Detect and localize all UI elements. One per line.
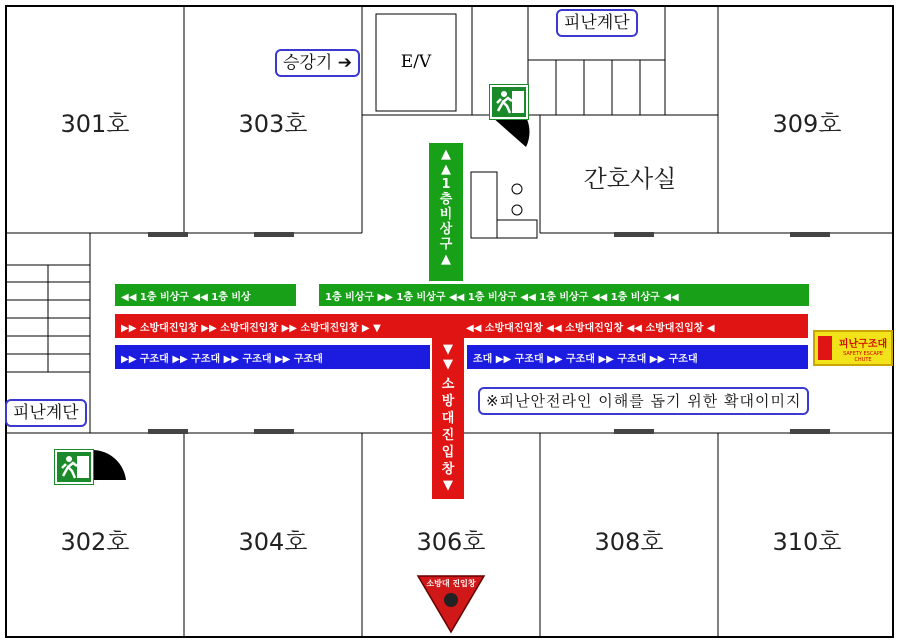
red-band-left: ▶▶ 소방대진입창 ▶▶ 소방대진입창 ▶▶ 소방대진입창 ▶ ▼ <box>115 314 460 338</box>
exit-sign-icon <box>490 85 528 119</box>
green-vertical-band <box>429 143 463 281</box>
red-band-right: ◀◀ 소방대진입창 ◀◀ 소방대진입창 ◀◀ 소방대진입창 ◀ <box>460 314 808 338</box>
running-man-icon <box>492 87 526 117</box>
room-301: 301호 <box>60 110 130 138</box>
room-306: 306호 <box>416 528 486 556</box>
chute-icon <box>818 336 832 360</box>
exit-sign-icon <box>55 450 93 484</box>
blue-band-left: ▶▶ 구조대 ▶▶ 구조대 ▶▶ 구조대 ▶▶ 구조대 <box>115 345 430 369</box>
green-band-left: ◀◀ 1층 비상구 ◀◀ 1층 비상 <box>115 284 296 306</box>
red-vertical-band <box>432 338 464 499</box>
up-arrow-icon: ▲ <box>441 252 451 267</box>
door-310 <box>790 429 830 434</box>
rescue-chute-sign <box>813 330 893 366</box>
door-301 <box>148 232 188 237</box>
descender-label: 승강기 <box>283 53 333 73</box>
rescue-chute-sublabel: SAFETY ESCAPE CHUTE <box>843 351 883 363</box>
door-308 <box>614 429 654 434</box>
arrow-right-icon: ➔ <box>337 53 352 73</box>
up-arrow-icon: ▲ <box>441 162 451 177</box>
room-310: 310호 <box>772 528 842 556</box>
fire-entry-label: 소방대 진입창 <box>426 579 476 588</box>
evac-stairs-top-tag: 피난계단 <box>556 9 638 37</box>
door-nurse <box>614 232 654 237</box>
room-304: 304호 <box>238 528 308 556</box>
blue-band-right: 조대 ▶▶ 구조대 ▶▶ 구조대 ▶▶ 구조대 ▶▶ 구조대 <box>467 345 808 369</box>
evac-stairs-left-tag: 피난계단 <box>5 399 87 427</box>
door-309 <box>790 232 830 237</box>
note-tag: ※피난안전라인 이해를 돕기 위한 확대이미지 <box>478 387 809 415</box>
down-arrow-icon: ▼ <box>443 357 453 372</box>
down-arrow-icon: ▼ <box>443 342 453 357</box>
room-302: 302호 <box>60 528 130 556</box>
door-302 <box>148 429 188 434</box>
running-man-icon <box>57 452 91 482</box>
fire-entry-sign <box>416 574 486 634</box>
red-vertical-label: 소방대진입창 <box>441 377 455 477</box>
door-303 <box>254 232 294 237</box>
nurse-station: 간호사실 <box>583 165 677 193</box>
door-304 <box>254 429 294 434</box>
down-arrow-icon: ▼ <box>443 478 453 493</box>
elevator-label: E/V <box>400 52 432 72</box>
room-303: 303호 <box>238 110 308 138</box>
up-arrow-icon: ▲ <box>441 147 451 162</box>
green-vertical-label: 1층비상구 <box>439 177 453 252</box>
room-309: 309호 <box>772 110 842 138</box>
room-308: 308호 <box>594 528 664 556</box>
descender-tag <box>275 49 360 77</box>
rescue-chute-label: 피난구조대 <box>838 339 888 350</box>
green-band-right: 1층 비상구 ▶▶ 1층 비상구 ◀◀ 1층 비상구 ◀◀ 1층 비상구 ◀◀ 1층 비상구 ◀◀ <box>319 284 809 306</box>
